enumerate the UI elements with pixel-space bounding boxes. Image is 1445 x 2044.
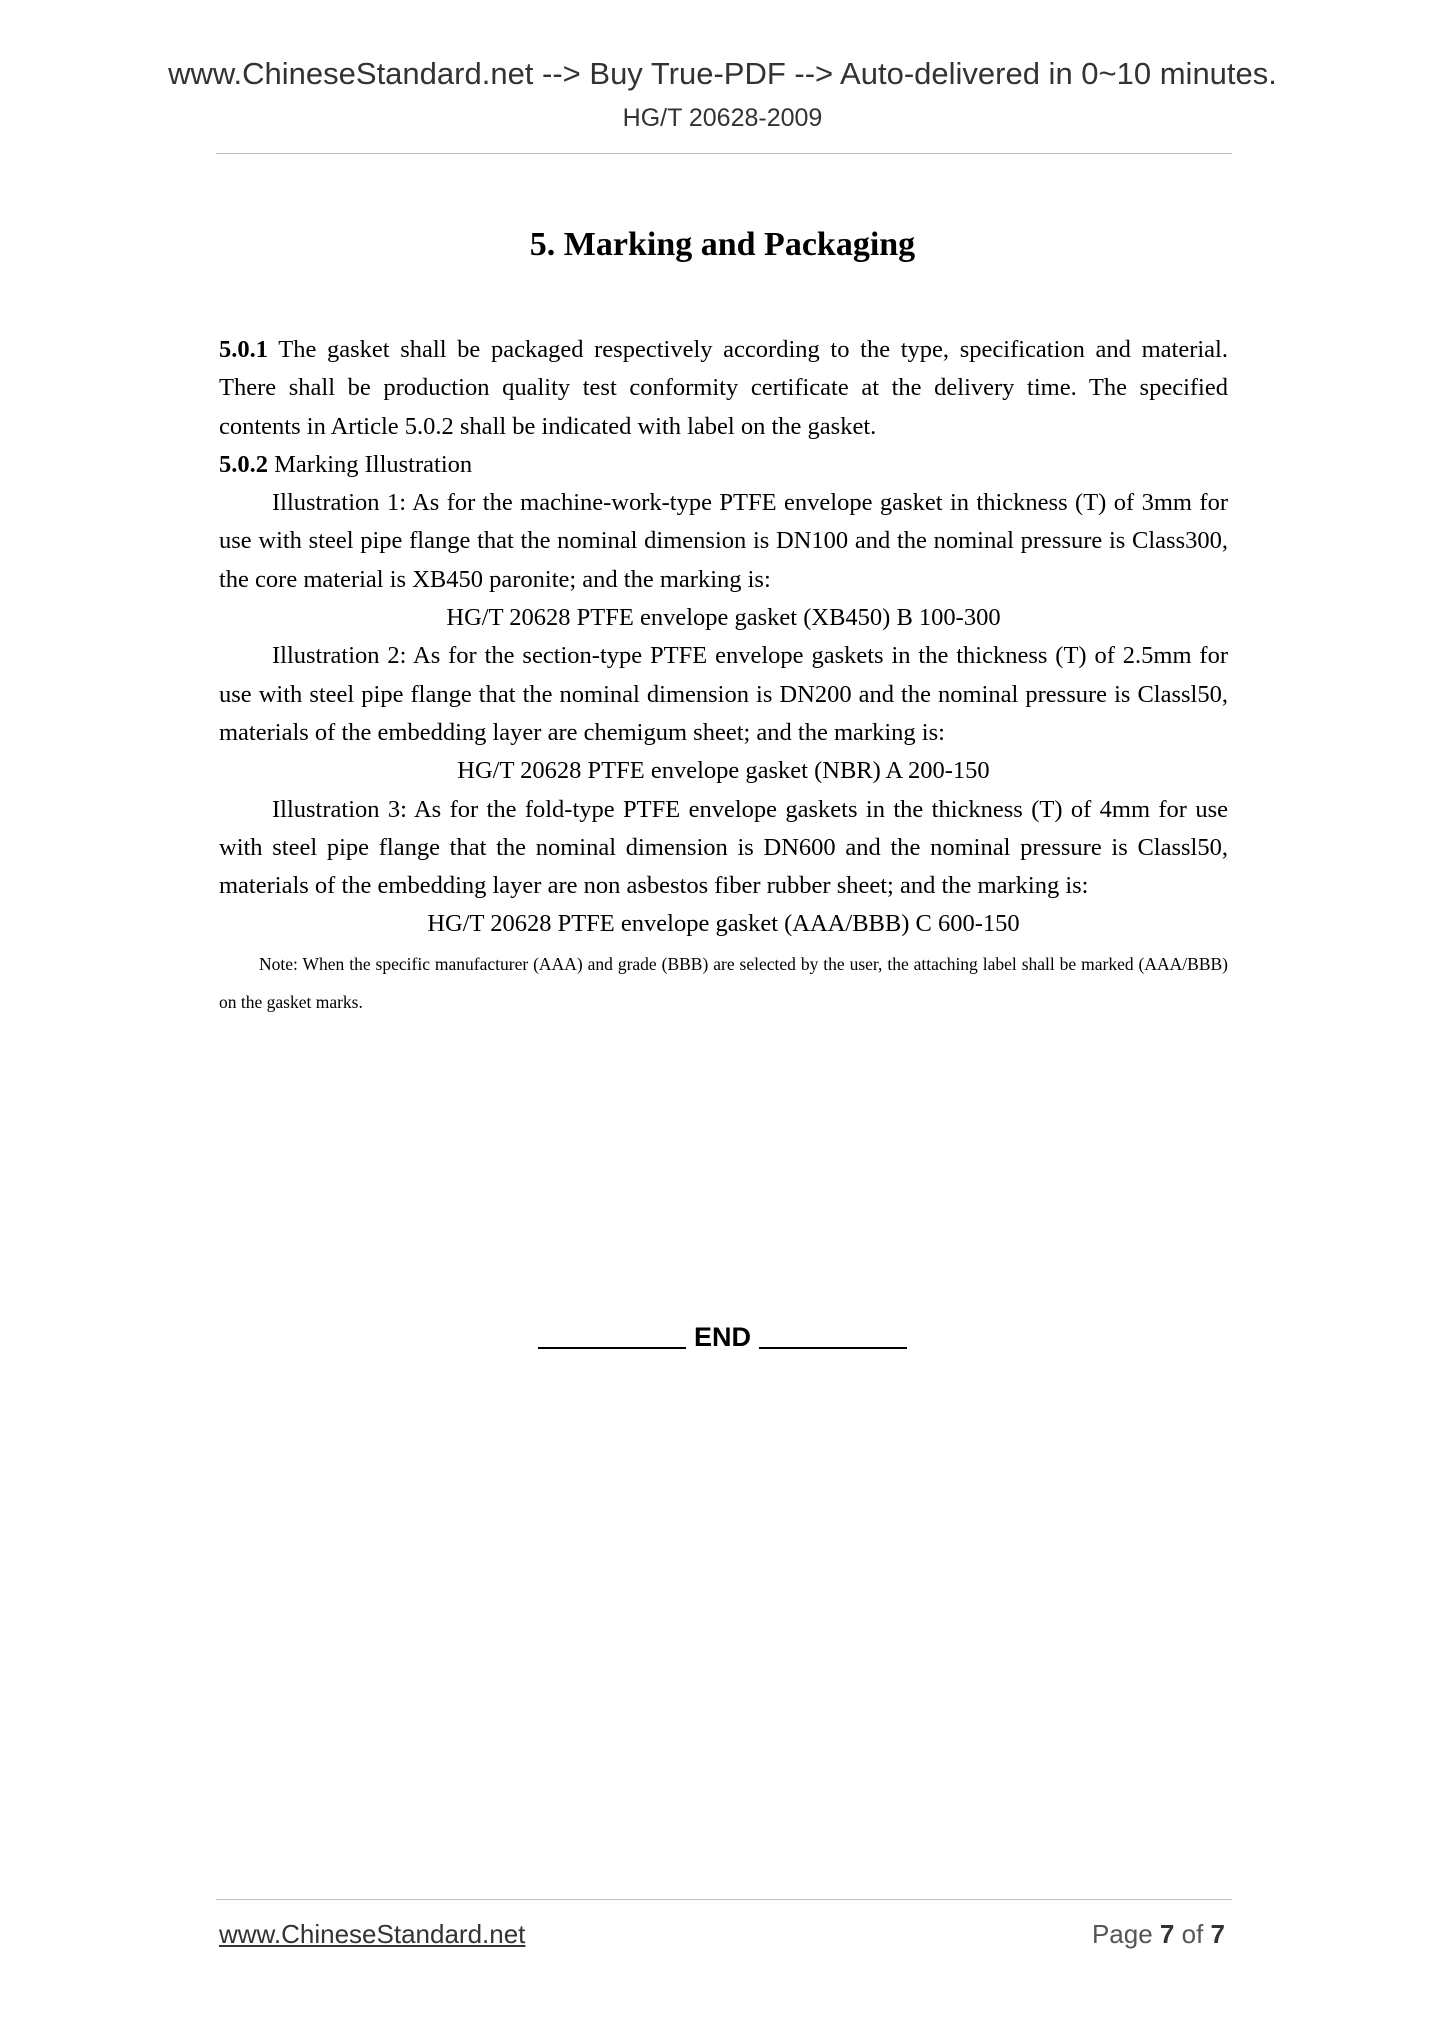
clause-text: Marking Illustration bbox=[268, 450, 473, 478]
illustration-1-text: Illustration 1: As for the machine-work-type PTFE envelope gasket in thickness (T) of 3mm for use with steel pipe flange that the nominal dimension is DN100 and the nominal pressure is Class300, the core material is XB450 paronite; and the marking is: bbox=[219, 489, 1228, 593]
illustration-1-marking: HG/T 20628 PTFE envelope gasket (XB450) B 100-300 bbox=[446, 604, 1001, 632]
illustration-2-marking: HG/T 20628 PTFE envelope gasket (NBR) A 200-150 bbox=[457, 757, 990, 785]
footer-website-link[interactable]: www.ChineseStandard.net bbox=[219, 1919, 526, 1949]
note-text: Note: When the specific manufacturer (AAA) and grade (BBB) are selected by the user, the attaching label shall be marked (AAA/BBB) on the gasket marks. bbox=[219, 953, 1228, 1013]
page-total: 7 bbox=[1210, 1919, 1225, 1949]
header-banner: www.ChineseStandard.net --> Buy True-PDF --> Auto-delivered in 0~10 minutes. bbox=[168, 56, 1277, 91]
clause-number: 5.0.1 bbox=[219, 336, 268, 363]
illustration-3-text: Illustration 3: As for the fold-type PTFE envelope gaskets in the thickness (T) of 4mm for use with steel pipe flange that the nominal dimension is DN600 and the nominal pressure is Classl50, materials of the embedding layer are non asbestos fiber rubber sheet; and the marking is: bbox=[219, 795, 1228, 900]
page-prefix: Page bbox=[1091, 1919, 1160, 1949]
clause-5-0-1 bbox=[219, 331, 1228, 446]
end-marker bbox=[0, 1322, 1445, 1353]
section-title: 5. Marking and Packaging bbox=[529, 226, 916, 263]
page-of: of bbox=[1174, 1919, 1211, 1949]
footer-divider bbox=[216, 1899, 1232, 1900]
clause-text: The gasket shall be packaged respectively according to the type, specification and material. There shall be production quality test conformity certificate at the delivery time. The specified contents in Article 5.0.2 shall be indicated with label on the gasket. bbox=[219, 336, 1228, 440]
end-label: END bbox=[693, 1322, 751, 1352]
illustration-2-text: Illustration 2: As for the section-type PTFE envelope gaskets in the thickness (T) of 2.5mm for use with steel pipe flange that the nominal dimension is DN200 and the nominal pressure is Classl50, materials of the embedding layer are chemigum sheet; and the marking is: bbox=[219, 642, 1228, 746]
header-divider bbox=[216, 153, 1232, 154]
clause-number: 5.0.2 bbox=[219, 450, 268, 478]
illustration-3-marking: HG/T 20628 PTFE envelope gasket (AAA/BBB) C 600-150 bbox=[427, 910, 1020, 938]
page-current: 7 bbox=[1159, 1919, 1175, 1949]
end-right-line bbox=[759, 1347, 907, 1349]
end-left-line bbox=[538, 1347, 686, 1349]
document-body bbox=[219, 331, 1228, 1022]
clause-5-0-2 bbox=[219, 446, 1228, 484]
header-doc-number: HG/T 20628-2009 bbox=[622, 104, 823, 132]
footer-page-indicator bbox=[1092, 1919, 1225, 1950]
